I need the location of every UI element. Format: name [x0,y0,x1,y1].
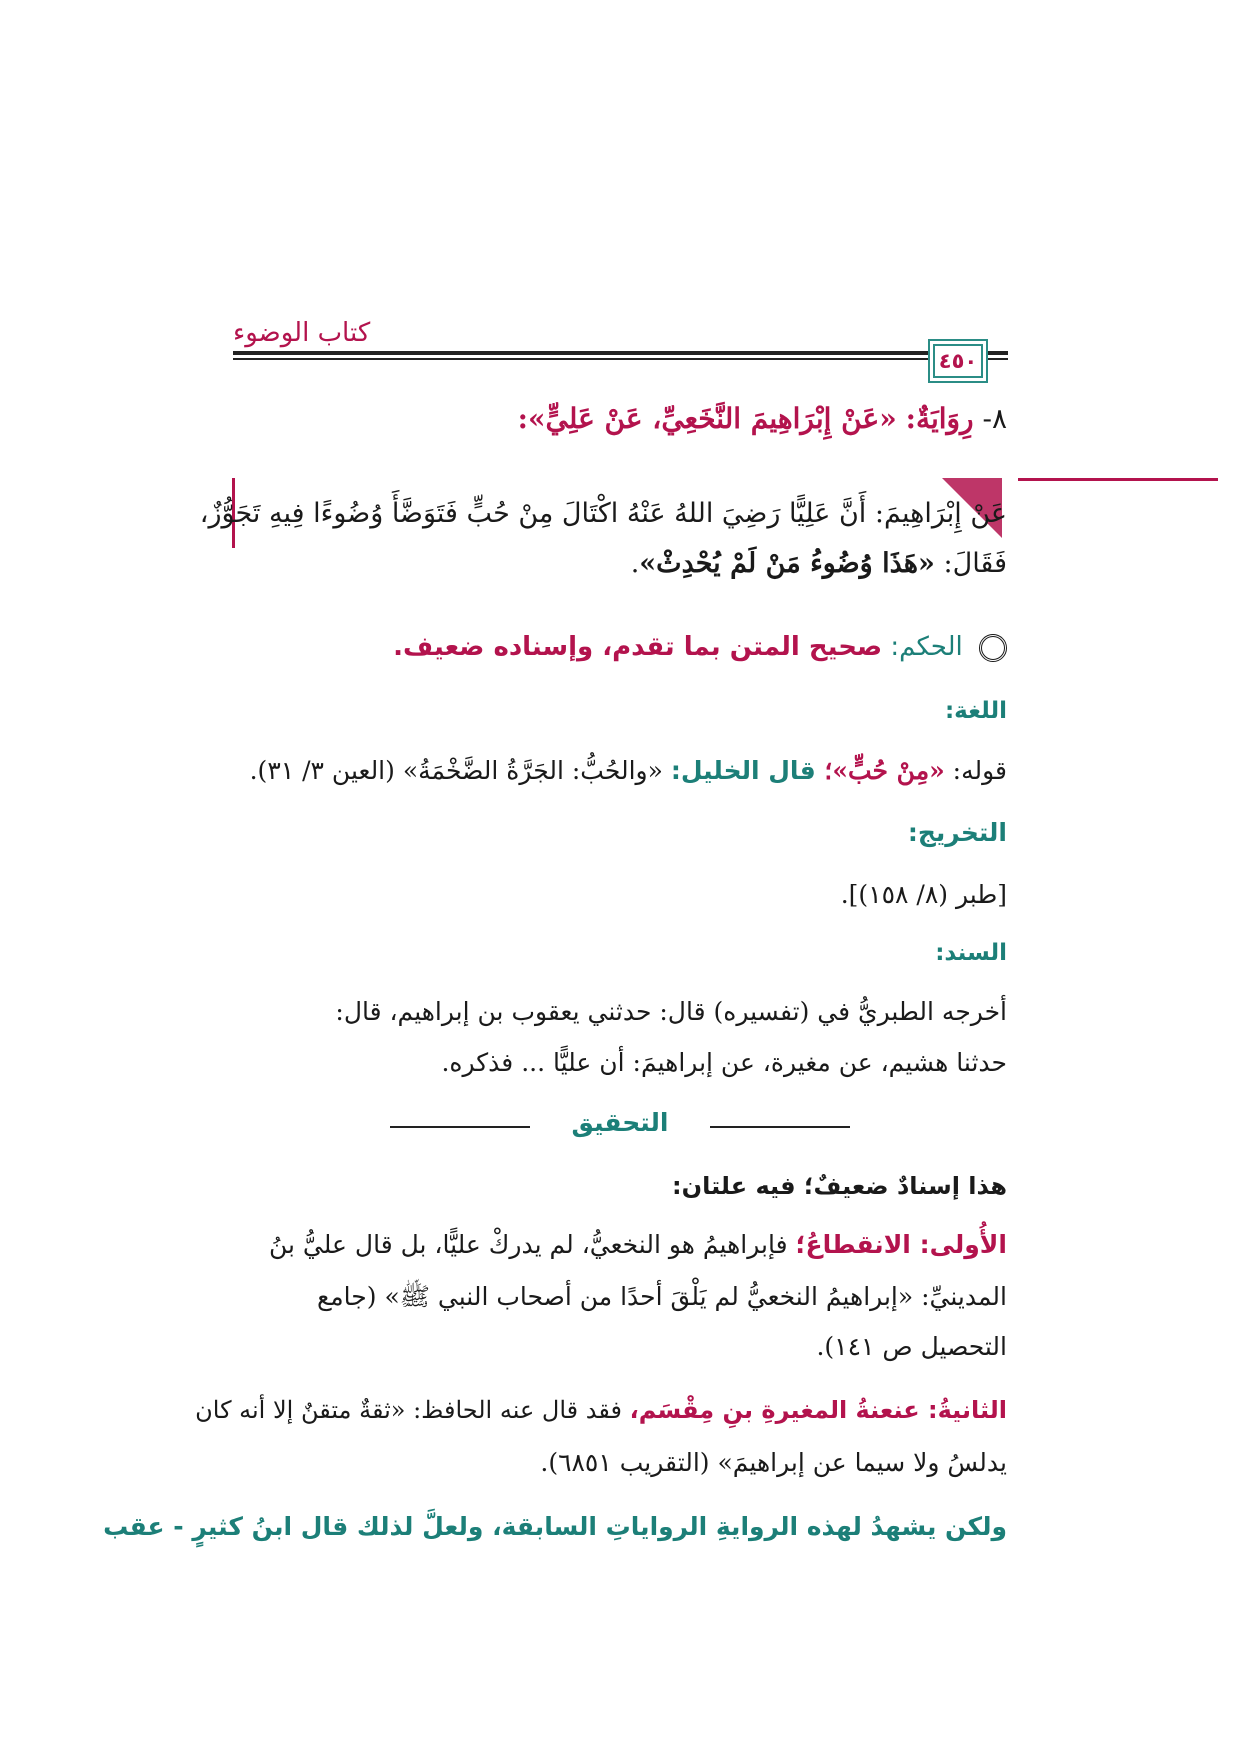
hukm-line [232,632,1007,662]
hukm-label: الحكم: [890,632,963,662]
ula-line-3: التحصيل ص ١٤١). [816,1332,1007,1361]
entry-number: ٨- [982,402,1007,435]
tahqiq-heading: التحقيق [571,1108,669,1137]
tahqiq-intro: هذا إسنادٌ ضعيفٌ؛ فيه علتان: [672,1172,1007,1200]
hukm-text: صحيح المتن بما تقدم، وإسناده ضعيف. [393,632,883,662]
hadith-frame-top [1018,478,1218,481]
lugha-definition: «والحُبُّ: الجَرَّةُ الضَّخْمَةُ» (العين ٣/ ٣١). [249,756,671,785]
sanad-line-2: حدثنا هشيم، عن مغيرة، عن إبراهيمَ: أن عليًّا ... فذكره. [441,1048,1007,1077]
ula-text-1: فإبراهيمُ هو النخعيُّ، لم يدركْ عليًّا، بل قال عليُّ بنُ [269,1230,796,1259]
riwaya-label: رِوَايَةٌ: [905,402,974,435]
hadith-text-line-1: عَنْ إِبْرَاهِيمَ: أَنَّ عَلِيًّا رَضِيَ اللهُ عَنْهُ اكْتَالَ مِنْ حُبٍّ فَتَوَضَّأَ وُضُوءًا فِيهِ تَجَوُّزٌ، [199,498,1007,529]
header-rule-thin [233,358,1008,360]
hadith-text-line-2 [232,548,1007,579]
lugha-term: «مِنْ حُبٍّ»؛ [824,756,945,785]
thaniya-line-1 [195,1396,1007,1424]
sanad-line-1: أخرجه الطبريُّ في (تفسيره) قال: حدثني يعقوب بن إبراهيم، قال: [335,997,1007,1026]
tahqiq-divider [390,1108,850,1142]
hadith-qala: فَقَالَ: [934,548,1007,579]
flower-ornament-icon [979,634,1007,662]
riwaya-chain: «عَنْ إِبْرَاهِيمَ النَّخَعِيِّ، عَنْ عَلِيٍّ»: [517,402,897,435]
ula-line-1 [232,1230,1007,1259]
thaniya-label: الثانيةُ: عنعنةُ المغيرةِ بنِ مِقْسَم، [629,1396,1007,1424]
thaniya-line-2: يدلسُ ولا سيما عن إبراهيمَ» (التقريب ٦٨٥١). [540,1448,1007,1477]
ula-label: الأُولى: الانقطاعُ؛ [795,1230,1007,1259]
running-header-book-title: كتاب الوضوء [233,318,371,348]
page-number: ٤٥٠ [933,344,983,378]
thaniya-text-1: فقد قال عنه الحافظ: «ثقةٌ متقنٌ إلا أنه كان [195,1396,630,1424]
hadith-quote: «هَذَا وُضُوءُ مَنْ لَمْ يُحْدِثْ» [639,548,935,579]
lugha-speaker: قال الخليل: [670,756,825,785]
header-rule [233,351,1008,355]
hadith-end-mark: . [630,548,640,579]
sanad-heading: السند: [935,940,1007,966]
conclusion-line: ولكن يشهدُ لهذه الروايةِ الرواياتِ السابقة، ولعلَّ لذلك قال ابنُ كثيرٍ - عقب [103,1512,1007,1541]
takhrij-text: [طبر (٨/ ١٥٨)]. [840,880,1007,909]
takhrij-heading: التخريج: [907,818,1007,847]
ula-line-2: المدينيِّ: «إبراهيمُ النخعيُّ لم يَلْقَ أحدًا من أصحاب النبي ﷺ» (جامع [316,1282,1007,1311]
qawl-prefix: قوله: [944,756,1007,785]
entry-heading [232,402,1007,435]
lugha-text [232,756,1007,785]
lugha-heading: اللغة: [944,698,1007,724]
